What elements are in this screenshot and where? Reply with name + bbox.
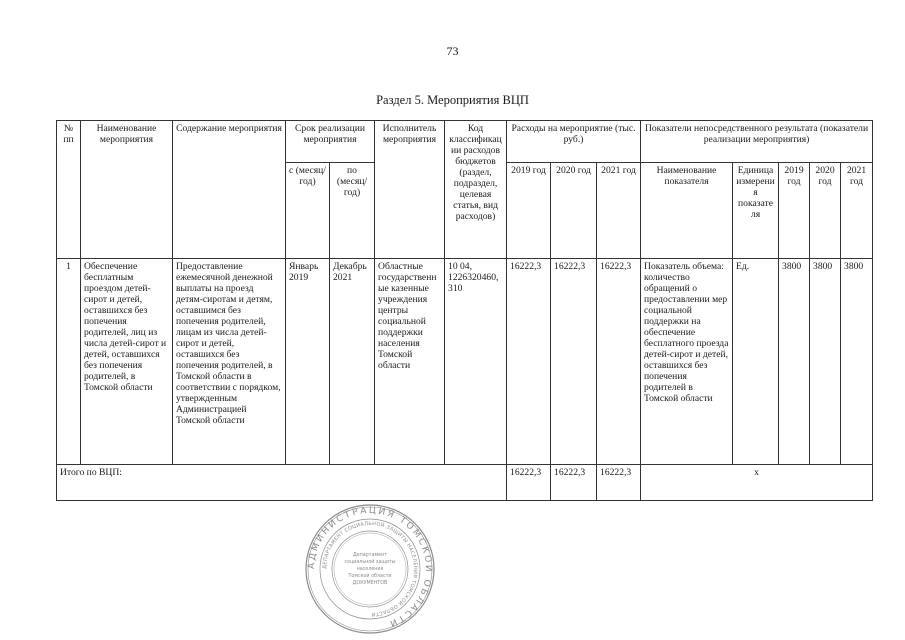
row-content: Предоставление ежемесячной денежной выплаты на проезд детям-сиротам и детям, оставшимся без попечения родителей, лицам из числа детей-сирот и детей, оставшихся без попечения родителей, в Томской области в соответствии с порядком, утвержденным Администрацией Томской области — [173, 259, 286, 465]
page-number: 73 — [446, 44, 459, 58]
header-ind-2021: 2021 год — [841, 163, 873, 259]
header-no: № пп — [57, 121, 81, 259]
header-ind-2020: 2020 год — [810, 163, 841, 259]
header-executor: Исполнитель мероприятия — [375, 121, 445, 259]
header-indicators: Показатели непосредственного результата (показатели реализации мероприятия) — [641, 121, 873, 163]
row-ind-2020: 3800 — [810, 259, 841, 465]
header-term-from: с (месяц/ год) — [286, 163, 330, 259]
header-name: Наименование мероприятия — [81, 121, 173, 259]
row-exp-2020: 16222,3 — [551, 259, 597, 465]
header-term-to: по (месяц/ год) — [330, 163, 375, 259]
header-content: Содержание мероприятия — [173, 121, 286, 259]
row-ind-name: Показатель объема: количество обращений о предоставлении мер социальной поддержки на обеспечение бесплатного проезда детей-сирот и детей, оставшихся без попечения родителей в Томской области — [641, 259, 733, 465]
row-ind-2019: 3800 — [779, 259, 810, 465]
header-expenses: Расходы на мероприятие (тыс. руб.) — [507, 121, 641, 163]
total-exp-2020: 16222,3 — [551, 465, 597, 501]
official-seal — [300, 504, 440, 634]
header-exp-2020: 2020 год — [551, 163, 597, 259]
header-ind-name: Наименование показателя — [641, 163, 733, 259]
row-code: 10 04, 1226320460, 310 — [445, 259, 507, 465]
total-exp-2019: 16222,3 — [507, 465, 551, 501]
activities-table — [56, 120, 873, 501]
total-exp-2021: 16222,3 — [597, 465, 641, 501]
section-title: Раздел 5. Мероприятия ВЦП — [376, 93, 529, 107]
row-executor: Областные государственные казенные учреждения центры социальной поддержки населения Томской области — [375, 259, 445, 465]
total-row — [57, 465, 873, 501]
row-ind-2021: 3800 — [841, 259, 873, 465]
total-indicator-mark: х — [641, 465, 873, 501]
row-exp-2019: 16222,3 — [507, 259, 551, 465]
row-ind-unit: Ед. — [733, 259, 779, 465]
header-row-1 — [57, 121, 873, 163]
header-term: Срок реализации мероприятия — [286, 121, 375, 163]
header-exp-2019: 2019 год — [507, 163, 551, 259]
seal-inner-text: ДЕПАРТАМЕНТ СОЦИАЛЬНОЙ ЗАЩИТЫ НАСЕЛЕНИЯ ТОМСКОЙ ОБЛАСТИ — [321, 520, 419, 618]
header-ind-2019: 2019 год — [779, 163, 810, 259]
header-code: Код классификации расходов бюджетов (раздел, подраздел, целевая статья, вид расходов) — [445, 121, 507, 259]
seal-center-line-5: ДОКУМЕНТОВ — [352, 581, 388, 586]
row-term-from: Январь 2019 — [286, 259, 330, 465]
row-no: 1 — [57, 259, 81, 465]
row-term-to: Декабрь 2021 — [330, 259, 375, 465]
seal-center-line-1: Департамент — [352, 553, 388, 558]
header-exp-2021: 2021 год — [597, 163, 641, 259]
total-label: Итого по ВЦП: — [57, 465, 507, 501]
header-ind-unit: Единица измерения показателя — [733, 163, 779, 259]
seal-center-line-4: Томской области — [348, 574, 392, 579]
row-exp-2021: 16222,3 — [597, 259, 641, 465]
row-name: Обеспечение бесплатным проездом детей-сирот и детей, оставшихся без попечения родителей, лиц из числа детей-сирот и детей, оставшихся без попечения родителей, в Томской области — [81, 259, 173, 465]
seal-center-line-3: населения — [356, 567, 384, 572]
official-seal-icon — [300, 504, 440, 634]
seal-center-line-2: социальной защиты — [344, 560, 396, 565]
table-row — [57, 259, 873, 465]
seal-outer-text: АДМИНИСТРАЦИЯ ТОМСКОЙ ОБЛАСТИ — [306, 505, 434, 629]
